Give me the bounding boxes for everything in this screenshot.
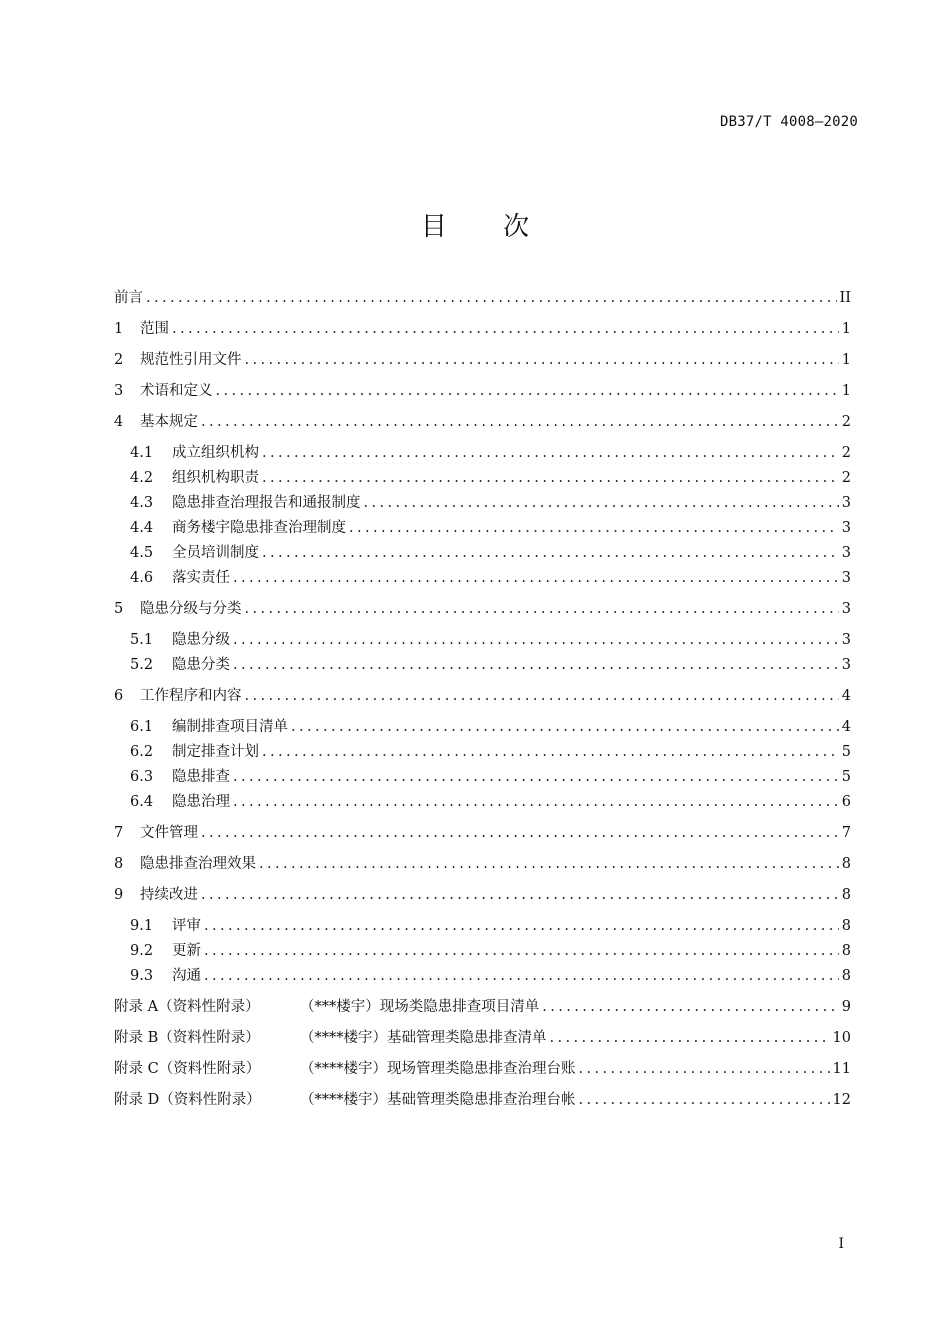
toc-entry-page: 4 bbox=[841, 688, 851, 704]
toc-appendix-d[interactable] bbox=[114, 1089, 851, 1111]
toc-leader-dots bbox=[204, 965, 839, 987]
toc-entry-number: 9.3 bbox=[130, 968, 154, 984]
toc-entry-page: 3 bbox=[841, 495, 851, 511]
toc-entry-foreword[interactable] bbox=[114, 287, 851, 309]
toc-entry-page: 6 bbox=[841, 794, 851, 810]
toc-entry-page: 12 bbox=[832, 1092, 851, 1108]
toc-entry-title: 隐患排查 bbox=[172, 769, 230, 785]
toc-subentry[interactable] bbox=[130, 467, 851, 489]
toc-entry-title: 评审 bbox=[172, 918, 201, 934]
toc-entry-number: 6.1 bbox=[130, 719, 154, 735]
toc-appendix-c[interactable] bbox=[114, 1058, 851, 1080]
toc-leader-dots bbox=[262, 467, 839, 489]
toc-entry-title: 商务楼宇隐患排查治理制度 bbox=[172, 520, 346, 536]
toc-leader-dots bbox=[172, 318, 839, 340]
toc-leader-dots bbox=[349, 517, 839, 539]
toc-entry-number: 9 bbox=[114, 887, 124, 903]
toc-entry-number: 7 bbox=[114, 825, 124, 841]
toc-appendix-label: 附录 B（资料性附录） bbox=[114, 1030, 260, 1046]
toc-appendix-title: （****楼宇）现场管理类隐患排查治理台账 bbox=[300, 1061, 576, 1077]
toc-leader-dots bbox=[579, 1058, 830, 1080]
toc-entry-number: 5.2 bbox=[130, 657, 154, 673]
toc-entry-page: 3 bbox=[841, 657, 851, 673]
toc-leader-dots bbox=[262, 741, 839, 763]
toc-entry-number: 6.2 bbox=[130, 744, 154, 760]
toc-appendix-title: （***楼宇）现场类隐患排查项目清单 bbox=[300, 999, 540, 1015]
toc-appendix-label: 附录 D（资料性附录） bbox=[114, 1092, 261, 1108]
toc-leader-dots bbox=[233, 766, 839, 788]
toc-entry[interactable] bbox=[114, 685, 851, 707]
toc-entry-title: 前言 bbox=[114, 290, 143, 306]
toc-entry-title: 隐患分类 bbox=[172, 657, 230, 673]
toc-leader-dots bbox=[201, 822, 839, 844]
toc-entry-number: 9.2 bbox=[130, 943, 154, 959]
toc-entry-page: 3 bbox=[841, 520, 851, 536]
toc-leader-dots bbox=[146, 287, 837, 309]
toc-entry-page: 1 bbox=[841, 383, 851, 399]
toc-leader-dots bbox=[233, 567, 839, 589]
toc-entry-number: 3 bbox=[114, 383, 124, 399]
toc-leader-dots bbox=[245, 598, 839, 620]
toc-entry-title: 隐患分级与分类 bbox=[140, 601, 242, 617]
document-code: DB37/T 4008—2020 bbox=[719, 114, 858, 130]
toc-entry-page: 5 bbox=[841, 769, 851, 785]
toc-entry-title: 制定排查计划 bbox=[172, 744, 259, 760]
toc-leader-dots bbox=[201, 411, 839, 433]
toc-leader-dots bbox=[364, 492, 839, 514]
toc-entry-page: 8 bbox=[841, 918, 851, 934]
toc-entry-page: 7 bbox=[841, 825, 851, 841]
toc-entry-title: 组织机构职责 bbox=[172, 470, 259, 486]
toc-entry-title: 持续改进 bbox=[140, 887, 198, 903]
toc-entry-title: 规范性引用文件 bbox=[140, 352, 242, 368]
toc-entry-number: 1 bbox=[114, 321, 124, 337]
toc-subentry[interactable] bbox=[130, 791, 851, 813]
toc-entry-title: 全员培训制度 bbox=[172, 545, 259, 561]
toc-entry-page: 8 bbox=[841, 856, 851, 872]
toc-entry[interactable] bbox=[114, 380, 851, 402]
toc-subentry[interactable] bbox=[130, 741, 851, 763]
toc-subentry[interactable] bbox=[130, 716, 851, 738]
toc-entry-page: 4 bbox=[841, 719, 851, 735]
toc-entry-number: 6 bbox=[114, 688, 124, 704]
toc-entry-page: 1 bbox=[841, 352, 851, 368]
toc-subentry[interactable] bbox=[130, 965, 851, 987]
toc-entry-page: 2 bbox=[841, 470, 851, 486]
toc-entry-title: 更新 bbox=[172, 943, 201, 959]
toc-entry-title: 基本规定 bbox=[140, 414, 198, 430]
toc-entry-number: 8 bbox=[114, 856, 124, 872]
page-title: 目 次 bbox=[420, 212, 554, 242]
toc-entry-title: 隐患排查治理效果 bbox=[140, 856, 256, 872]
toc-subentry[interactable] bbox=[130, 940, 851, 962]
toc-subentry[interactable] bbox=[130, 915, 851, 937]
toc-entry-title: 范围 bbox=[140, 321, 169, 337]
toc-leader-dots bbox=[204, 940, 839, 962]
toc-leader-dots bbox=[201, 884, 839, 906]
toc-entry[interactable] bbox=[114, 853, 851, 875]
toc-leader-dots bbox=[579, 1089, 830, 1111]
toc-entry-number: 6.3 bbox=[130, 769, 154, 785]
toc-appendix-label: 附录 C（资料性附录） bbox=[114, 1061, 261, 1077]
toc-entry-title: 隐患分级 bbox=[172, 632, 230, 648]
toc-leader-dots bbox=[245, 349, 839, 371]
toc-entry-number: 6.4 bbox=[130, 794, 154, 810]
toc-entry-page: 8 bbox=[841, 968, 851, 984]
toc-appendix-title: （****楼宇）基础管理类隐患排查清单 bbox=[300, 1030, 547, 1046]
toc-appendix-b[interactable] bbox=[114, 1027, 851, 1049]
toc-entry-title: 术语和定义 bbox=[140, 383, 213, 399]
toc-entry-title: 成立组织机构 bbox=[172, 445, 259, 461]
toc-entry-title: 沟通 bbox=[172, 968, 201, 984]
toc-entry[interactable] bbox=[114, 598, 851, 620]
toc-entry-page: 5 bbox=[841, 744, 851, 760]
toc-leader-dots bbox=[259, 853, 839, 875]
toc-entry-page: 2 bbox=[841, 445, 851, 461]
toc-entry-page: 3 bbox=[841, 570, 851, 586]
toc-subentry[interactable] bbox=[130, 766, 851, 788]
toc-entry-title: 编制排查项目清单 bbox=[172, 719, 288, 735]
toc-entry-page: 10 bbox=[832, 1030, 851, 1046]
toc-entry-number: 4.3 bbox=[130, 495, 154, 511]
toc-entry-number: 9.1 bbox=[130, 918, 154, 934]
toc-subentry[interactable] bbox=[130, 567, 851, 589]
toc-entry[interactable] bbox=[114, 411, 851, 433]
toc-subentry[interactable] bbox=[130, 629, 851, 651]
toc-subentry[interactable] bbox=[130, 542, 851, 564]
toc-entry-title: 工作程序和内容 bbox=[140, 688, 242, 704]
toc-entry-number: 4 bbox=[114, 414, 124, 430]
toc-entry[interactable] bbox=[114, 349, 851, 371]
toc-entry-page: 3 bbox=[841, 632, 851, 648]
toc-subentry[interactable] bbox=[130, 492, 851, 514]
toc-leader-dots bbox=[291, 716, 839, 738]
toc-subentry[interactable] bbox=[130, 442, 851, 464]
toc-entry-page: 1 bbox=[841, 321, 851, 337]
toc-entry-number: 2 bbox=[114, 352, 124, 368]
toc-entry-title: 落实责任 bbox=[172, 570, 230, 586]
toc-entry-number: 5.1 bbox=[130, 632, 154, 648]
toc-leader-dots bbox=[233, 629, 839, 651]
toc-leader-dots bbox=[233, 791, 839, 813]
toc-entry[interactable] bbox=[114, 884, 851, 906]
toc-appendix-title: （****楼宇）基础管理类隐患排查治理台帐 bbox=[300, 1092, 576, 1108]
toc-entry-number: 4.2 bbox=[130, 470, 154, 486]
toc-entry-page: 8 bbox=[841, 887, 851, 903]
toc-entry-page: 2 bbox=[841, 414, 851, 430]
toc-entry-number: 4.5 bbox=[130, 545, 154, 561]
toc-entry-page: 3 bbox=[841, 601, 851, 617]
toc-leader-dots bbox=[262, 442, 839, 464]
toc-leader-dots bbox=[204, 915, 839, 937]
toc-entry-page: II bbox=[839, 290, 851, 306]
toc-subentry[interactable] bbox=[130, 517, 851, 539]
toc-entry-page: 8 bbox=[841, 943, 851, 959]
toc-entry-page: 9 bbox=[841, 999, 851, 1015]
toc-appendix-a[interactable] bbox=[114, 996, 851, 1018]
toc-entry-number: 4.1 bbox=[130, 445, 154, 461]
toc-leader-dots bbox=[216, 380, 839, 402]
toc-leader-dots bbox=[262, 542, 839, 564]
toc-entry-page: 11 bbox=[832, 1061, 851, 1077]
toc-leader-dots bbox=[245, 685, 839, 707]
toc-leader-dots bbox=[233, 654, 839, 676]
toc-entry-title: 隐患排查治理报告和通报制度 bbox=[172, 495, 361, 511]
toc-leader-dots bbox=[542, 996, 839, 1018]
toc-entry-page: 3 bbox=[841, 545, 851, 561]
toc-entry-number: 5 bbox=[114, 601, 124, 617]
toc-entry-number: 4.6 bbox=[130, 570, 154, 586]
toc-leader-dots bbox=[550, 1027, 830, 1049]
toc-appendix-label: 附录 A（资料性附录） bbox=[114, 999, 260, 1015]
toc-entry-number: 4.4 bbox=[130, 520, 154, 536]
toc-entry[interactable] bbox=[114, 822, 851, 844]
page-number: I bbox=[838, 1236, 844, 1252]
toc-subentry[interactable] bbox=[130, 654, 851, 676]
toc-entry-title: 隐患治理 bbox=[172, 794, 230, 810]
toc-entry[interactable] bbox=[114, 318, 851, 340]
toc-entry-title: 文件管理 bbox=[140, 825, 198, 841]
